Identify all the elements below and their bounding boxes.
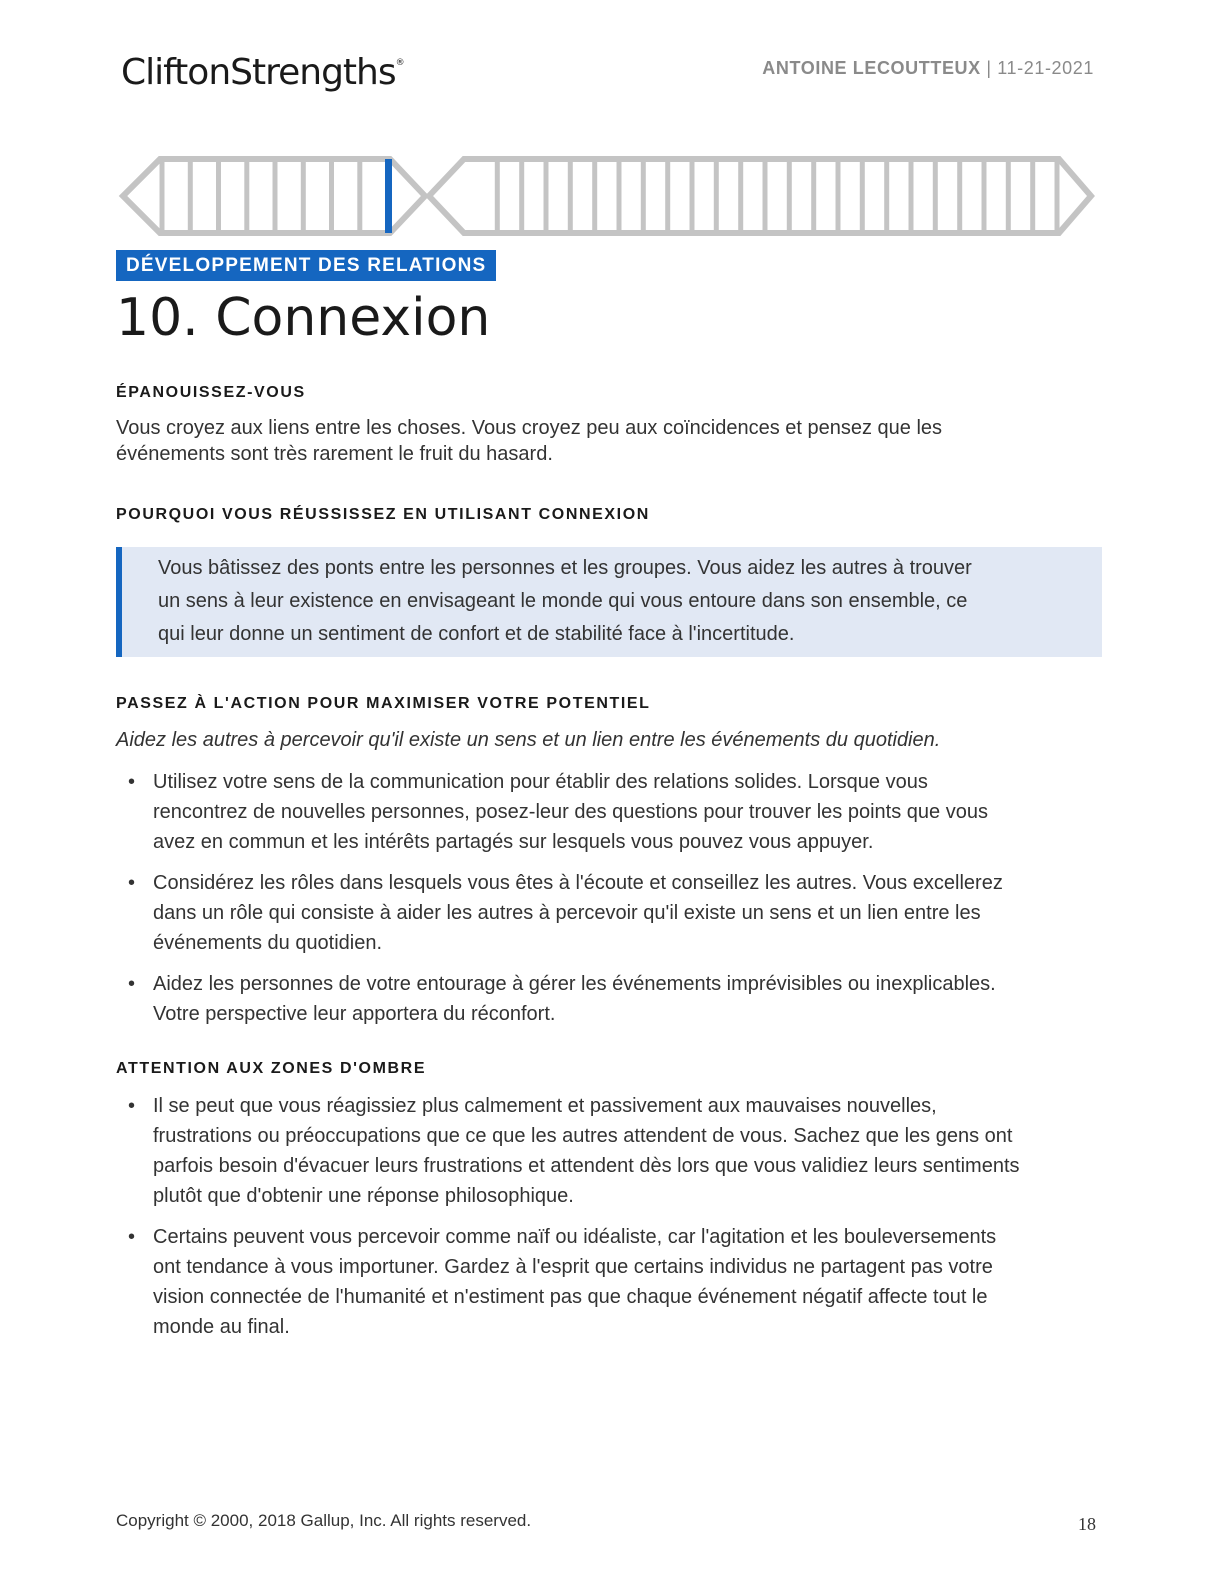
action-bullet — [116, 767, 1026, 857]
right-group-bars — [385, 159, 1060, 233]
cliftonstrengths-logo — [121, 52, 404, 93]
report-header-info — [762, 58, 1094, 79]
theme-bar-segment — [1055, 159, 1060, 233]
theme-bar-segment — [665, 159, 670, 233]
theme-bar-segment — [909, 159, 914, 233]
theme-bar-segment — [641, 159, 646, 233]
theme-bar-segment — [519, 159, 524, 233]
thrive-text: Vous croyez aux liens entre les choses. Vous croyez peu aux coïncidences et pensez que les événements sont très rarement le fruit du hasard. — [116, 417, 943, 465]
action-bullet-text: Aidez les personnes de votre entourage à gérer les événements imprévisibles ou inexplicables. Votre perspective leur apportera du réconfort. — [153, 973, 996, 1025]
theme-bar-segment — [738, 159, 743, 233]
blind-spots-bullet-list — [116, 1091, 1026, 1353]
bullet-dot: • — [128, 973, 136, 995]
theme-bar-segment — [617, 159, 622, 233]
theme-bar-segment — [244, 159, 249, 233]
action-bullet — [116, 868, 1026, 958]
registered-mark: ® — [395, 58, 404, 68]
theme-bar-segment — [495, 159, 500, 233]
action-bullet-text: Considérez les rôles dans lesquels vous êtes à l'écoute et conseillez les autres. Vous excellerez dans un rôle qui consiste à aider les autres à percevoir qu'il existe un sens et un lien entre les événements du quotidien. — [153, 872, 1003, 954]
blind-spot-bullet — [116, 1091, 1026, 1211]
theme-bar-segment — [1030, 159, 1035, 233]
theme-bar-highlight — [385, 159, 392, 233]
right-group-outline — [429, 159, 1091, 233]
why-callout-text: Vous bâtissez des ponts entre les personnes et les groupes. Vous aidez les autres à trouver un sens à leur existence en envisageant le monde qui vous entoure dans son ensemble, ce qui leur donne un sentiment de confort et de stabilité face à l'incertitude. — [158, 557, 972, 645]
theme-bar-segment — [329, 159, 334, 233]
theme-bar-segment — [836, 159, 841, 233]
bullet-dot: • — [128, 771, 136, 793]
theme-bar-segment — [301, 159, 306, 233]
theme-bar-segment — [811, 159, 816, 233]
theme-bar-segment — [957, 159, 962, 233]
why-heading: POURQUOI VOUS RÉUSSISSEZ EN UTILISANT CONNEXION — [116, 506, 650, 523]
theme-bar-segment — [982, 159, 987, 233]
blind-spots-heading: ATTENTION AUX ZONES D'OMBRE — [116, 1060, 427, 1077]
action-bullet-text: Utilisez votre sens de la communication pour établir des relations solides. Lorsque vous rencontrez de nouvelles personnes, posez-leur des questions pour trouver les points que vous avez en commun et les intérêts partagés sur lesquels vous pouvez vous appuyer. — [153, 771, 988, 853]
action-intro: Aidez les autres à percevoir qu'il existe un sens et un lien entre les événements du quotidien. — [116, 729, 941, 751]
theme-bar-segment — [1006, 159, 1011, 233]
blind-spot-bullet-text: Certains peuvent vous percevoir comme naïf ou idéaliste, car l'agitation et les bouleversements ont tendance à vous importuner. Gardez à l'esprit que certains individus ne partagent pas votre vision connectée de l'humanité et n'estiment pas que chaque événement négatif affecte tout le monde au final. — [153, 1226, 997, 1338]
theme-bar-segment — [763, 159, 768, 233]
theme-bar-segment — [160, 159, 165, 233]
logo-text: CliftonStrengths — [121, 52, 396, 93]
theme-bar-segment — [592, 159, 597, 233]
blind-spot-bullet — [116, 1222, 1026, 1342]
bullet-dot: • — [128, 1095, 136, 1117]
theme-bar-segment — [787, 159, 792, 233]
theme-bar-segment — [544, 159, 549, 233]
theme-bar-segment — [884, 159, 889, 233]
person-name: ANTOINE LECOUTTEUX — [762, 58, 981, 78]
theme-bar-segment — [714, 159, 719, 233]
theme-bar-segment — [357, 159, 362, 233]
theme-bar-segment — [933, 159, 938, 233]
bullet-dot: • — [128, 1226, 136, 1248]
report-date: 11-21-2021 — [997, 58, 1094, 78]
theme-bar-segment — [188, 159, 193, 233]
action-bullet — [116, 969, 1026, 1029]
theme-bar-segment — [690, 159, 695, 233]
page-number: 18 — [1078, 1514, 1096, 1534]
action-bullet-list — [116, 767, 1026, 1040]
theme-bar-segment — [273, 159, 278, 233]
theme-bar-segment — [568, 159, 573, 233]
thrive-heading: ÉPANOUISSEZ-VOUS — [116, 384, 306, 401]
theme-title: 10. Connexion — [116, 288, 491, 348]
theme-bar-segment — [216, 159, 221, 233]
left-group-bars — [160, 159, 391, 233]
bullet-dot: • — [128, 872, 136, 894]
header-separator: | — [980, 58, 998, 78]
action-heading: PASSEZ À L'ACTION POUR MAXIMISER VOTRE POTENTIEL — [116, 695, 651, 712]
why-callout — [116, 547, 1102, 657]
theme-bar-segment — [860, 159, 865, 233]
copyright-text: Copyright © 2000, 2018 Gallup, Inc. All rights reserved. — [116, 1511, 532, 1530]
theme-rank-bar — [118, 154, 1098, 238]
blind-spot-bullet-text: Il se peut que vous réagissiez plus calmement et passivement aux mauvaises nouvelles, frustrations ou préoccupations que ce que les autres attendent de vous. Sachez que les gens ont parfois besoin d'évacuer leurs frustrations et attendent dès lors que vous validiez leurs sentiments plutôt que d'obtenir une réponse philosophique. — [153, 1095, 1020, 1207]
domain-tag: DÉVELOPPEMENT DES RELATIONS — [116, 250, 496, 281]
